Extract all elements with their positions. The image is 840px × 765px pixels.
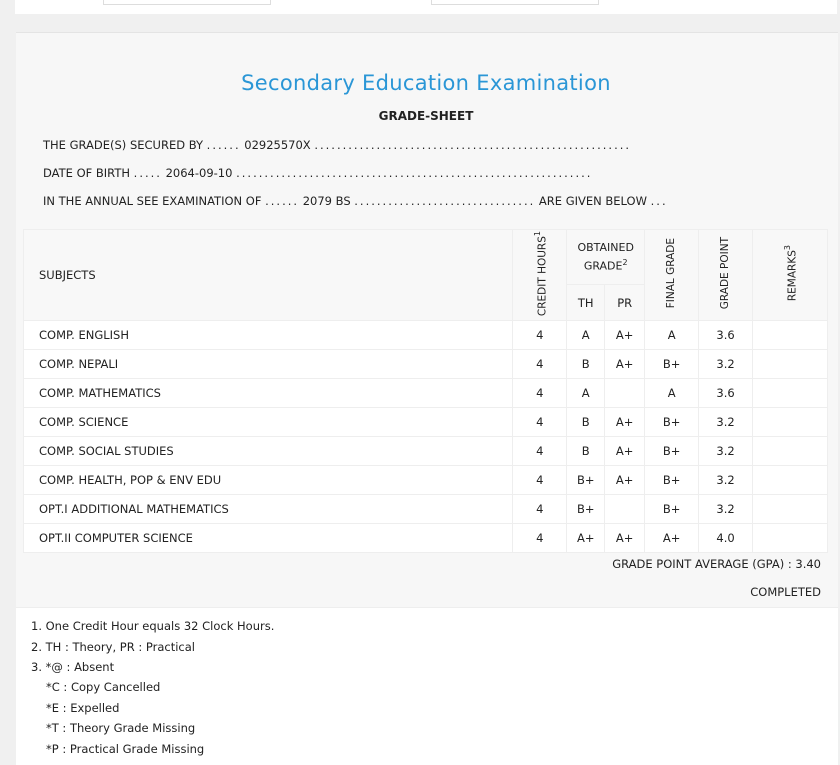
subject-cell: COMP. SCIENCE	[24, 408, 513, 437]
table-row	[24, 524, 828, 553]
exam-line: IN THE ANNUAL SEE EXAMINATION OF ...... 2079 BS ................................ ARE GIVEN BELOW ...	[43, 194, 668, 208]
completion-status: COMPLETED	[750, 585, 821, 599]
table-row	[24, 437, 828, 466]
grade-point-cell: 4.0	[699, 524, 753, 553]
symbol-number: 02925570X	[244, 138, 311, 152]
grade-point-cell: 3.2	[699, 350, 753, 379]
table-row	[24, 379, 828, 408]
remarks-cell	[753, 379, 828, 408]
practical-grade-cell	[605, 379, 645, 408]
final-grade-cell: A	[645, 321, 699, 350]
table-row	[24, 495, 828, 524]
theory-grade-cell: B	[567, 437, 605, 466]
grade-point-cell: 3.6	[699, 379, 753, 408]
final-grade-cell: B+	[645, 437, 699, 466]
dob-label: DATE OF BIRTH	[43, 166, 131, 180]
remarks-cell	[753, 321, 828, 350]
credit-hours-cell: 4	[513, 437, 567, 466]
footnote-theory-missing: *T : Theory Grade Missing	[46, 721, 196, 735]
credit-hours-cell: 4	[513, 466, 567, 495]
date-of-birth-input[interactable]	[431, 0, 599, 5]
final-grade-cell: A	[645, 379, 699, 408]
footnote-copy-cancelled: *C : Copy Cancelled	[46, 680, 161, 694]
theory-grade-cell: A	[567, 321, 605, 350]
grade-point-cell: 3.2	[699, 466, 753, 495]
credit-hours-cell: 4	[513, 350, 567, 379]
footnote-expelled: *E : Expelled	[46, 701, 120, 715]
final-grade-header: FINAL GRADE	[645, 230, 699, 321]
gpa-summary: GRADE POINT AVERAGE (GPA) : 3.40	[612, 557, 821, 571]
remarks-header: REMARKS$^3$	[753, 230, 828, 321]
subject-cell: OPT.I ADDITIONAL MATHEMATICS	[24, 495, 513, 524]
grade-point-cell: 3.2	[699, 408, 753, 437]
remarks-cell	[753, 408, 828, 437]
credit-hours-header: CREDIT HOURS$^1$	[513, 230, 567, 321]
table-row	[24, 350, 828, 379]
grade-point-cell: 3.2	[699, 437, 753, 466]
theory-grade-cell: B	[567, 408, 605, 437]
subject-cell: OPT.II COMPUTER SCIENCE	[24, 524, 513, 553]
practical-grade-cell: A+	[605, 524, 645, 553]
exam-title: Secondary Education Examination	[241, 71, 611, 95]
practical-grade-cell	[605, 495, 645, 524]
grade-point-cell: 3.6	[699, 321, 753, 350]
grade-sheet-card	[16, 32, 838, 764]
final-grade-cell: B+	[645, 408, 699, 437]
remarks-cell	[753, 350, 828, 379]
theory-grade-cell: B+	[567, 495, 605, 524]
footnote-practical-missing: *P : Practical Grade Missing	[46, 742, 205, 756]
theory-grade-cell: B+	[567, 466, 605, 495]
subject-cell: COMP. ENGLISH	[24, 321, 513, 350]
theory-header: TH	[567, 284, 605, 320]
theory-grade-cell: B	[567, 350, 605, 379]
grades-secured-line: THE GRADE(S) SECURED BY ...... 02925570X ........................................................	[43, 138, 632, 152]
remarks-cell	[753, 495, 828, 524]
grade-point-cell: 3.2	[699, 495, 753, 524]
subject-cell: COMP. NEPALI	[24, 350, 513, 379]
credit-hours-cell: 4	[513, 379, 567, 408]
grade-rows	[24, 321, 828, 553]
secured-label: THE GRADE(S) SECURED BY	[43, 138, 204, 152]
table-row	[24, 466, 828, 495]
theory-grade-cell: A	[567, 379, 605, 408]
practical-header: PR	[605, 284, 645, 320]
final-grade-cell: B+	[645, 495, 699, 524]
practical-grade-cell: A+	[605, 437, 645, 466]
grade-sheet-heading: GRADE-SHEET	[378, 109, 474, 123]
final-grade-cell: B+	[645, 466, 699, 495]
subject-cell: COMP. SOCIAL STUDIES	[24, 437, 513, 466]
date-of-birth-line: DATE OF BIRTH ..... 2064-09-10 ...............................................................	[43, 166, 593, 180]
credit-hours-cell: 4	[513, 495, 567, 524]
practical-grade-cell: A+	[605, 466, 645, 495]
subject-cell: COMP. MATHEMATICS	[24, 379, 513, 408]
practical-grade-cell: A+	[605, 350, 645, 379]
remarks-cell	[753, 524, 828, 553]
search-form-strip	[15, 0, 837, 14]
subjects-header: SUBJECTS	[24, 230, 513, 321]
remarks-cell	[753, 437, 828, 466]
table-row	[24, 408, 828, 437]
exam-suffix: ARE GIVEN BELOW	[538, 194, 647, 208]
symbol-number-input[interactable]	[103, 0, 271, 5]
exam-label: IN THE ANNUAL SEE EXAMINATION OF	[43, 194, 262, 208]
subject-cell: COMP. HEALTH, POP & ENV EDU	[24, 466, 513, 495]
practical-grade-cell: A+	[605, 321, 645, 350]
obtained-grade-header: OBTAINED GRADE$^2$	[567, 230, 645, 285]
footnote-credit-hour: 1. One Credit Hour equals 32 Clock Hours.	[31, 619, 275, 633]
final-grade-cell: A+	[645, 524, 699, 553]
final-grade-cell: B+	[645, 350, 699, 379]
remarks-cell	[753, 466, 828, 495]
footnote-absent: 3. *@ : Absent	[31, 660, 115, 674]
credit-hours-cell: 4	[513, 408, 567, 437]
table-row	[24, 321, 828, 350]
practical-grade-cell: A+	[605, 408, 645, 437]
credit-hours-cell: 4	[513, 524, 567, 553]
credit-hours-cell: 4	[513, 321, 567, 350]
grade-point-header: GRADE POINT	[699, 230, 753, 321]
footnote-theory-practical: 2. TH : Theory, PR : Practical	[31, 640, 195, 654]
theory-grade-cell: A+	[567, 524, 605, 553]
exam-year: 2079 BS	[302, 194, 351, 208]
date-of-birth: 2064-09-10	[165, 166, 233, 180]
footnotes	[16, 607, 838, 765]
grades-table	[23, 229, 828, 553]
